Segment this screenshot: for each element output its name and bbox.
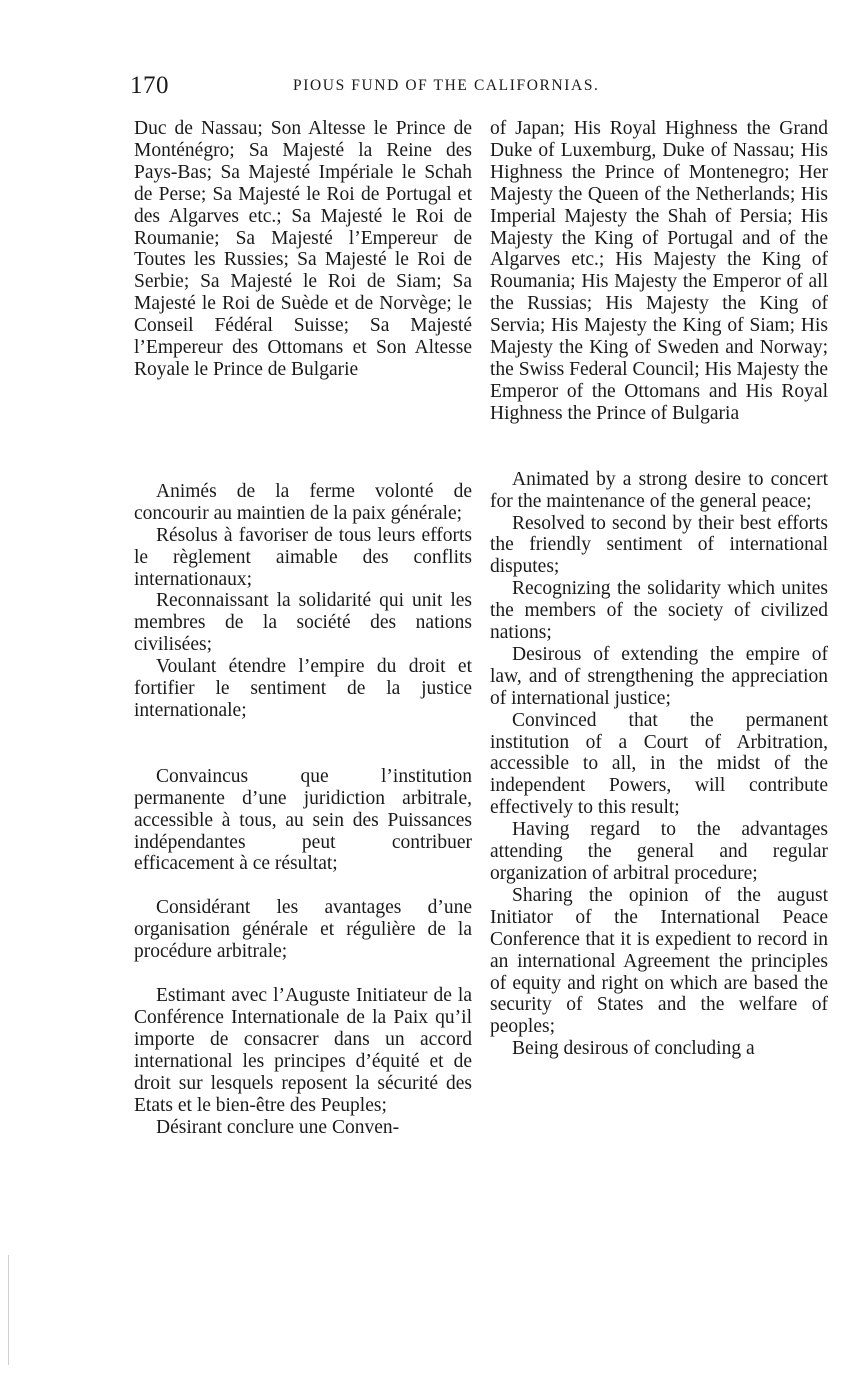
english-paragraph: Sharing the opinion of the august Initiator of the International Peace Conference that it is expedient to record in an international Agreement the principles of equity and right on which are based the security of States and the welfare of peoples; — [490, 884, 828, 1038]
page-header — [130, 72, 850, 104]
french-paragraph: Animés de la ferme volonté de concourir au maintien de la paix générale; — [134, 480, 472, 524]
english-paragraph: Having regard to the advantages attending the general and regular organization of arbitral procedure; — [490, 819, 828, 884]
english-paragraph: Animated by a strong desire to concert for the maintenance of the general peace; — [490, 468, 828, 512]
running-title: PIOUS FUND OF THE CALIFORNIAS. — [293, 77, 600, 94]
page-number: 170 — [130, 72, 169, 99]
french-column — [134, 118, 472, 1138]
french-paragraph: Considérant les avantages d’une organisation générale et régulière de la procédure arbitrale; — [134, 897, 472, 963]
english-paragraph: Desirous of extending the empire of law, and of strengthening the appreciation of international justice; — [490, 643, 828, 709]
french-paragraph: Duc de Nassau; Son Altesse le Prince de Monténégro; Sa Majesté la Reine des Pays-Bas; Sa Majesté Impériale le Schah de Perse; Sa Majesté le Roi de Portugal et des Algarves etc.; Sa Majesté le Roi de Roumanie; Sa Majesté l’Empereur de Toutes les Russies; Sa Majesté le Roi de Serbie; Sa Majesté le Roi de Siam; Sa Majesté le Roi de Suède et de Norvège; le Conseil Fédéral Suisse; Sa Majesté l’Empereur des Ottomans et Son Altesse Royale le Prince de Bulgarie — [134, 118, 472, 380]
french-paragraph: Voulant étendre l’empire du droit et fortifier le sentiment de la justice internationale; — [134, 656, 472, 721]
french-paragraph: Résolus à favoriser de tous leurs efforts le règlement aimable des conflits internationaux; — [134, 524, 472, 590]
english-paragraph: Resolved to second by their best efforts the friendly sentiment of international disputes; — [490, 512, 828, 578]
french-paragraph: Convaincus que l’institution permanente d’une juridiction arbitrale, accessible à tous, au sein des Puissances indépendantes peut contribuer efficacement à ce résultat; — [134, 765, 472, 875]
english-paragraph: Recognizing the solidarity which unites the members of the society of civilized nations; — [490, 578, 828, 644]
french-paragraph: Estimant avec l’Auguste Initiateur de la Conférence Internationale de la Paix qu’il importe de consacrer dans un accord international les principes d’équité et de droit sur lesquels reposent la sécurité des Etats et le bien-être des Peuples; — [134, 985, 472, 1116]
english-column — [490, 118, 828, 1060]
french-paragraph: Reconnaissant la solidarité qui unit les membres de la société des nations civilisées; — [134, 590, 472, 656]
english-paragraph: Being desirous of concluding a — [512, 1038, 755, 1060]
french-paragraph: Désirant conclure une Conven- — [156, 1116, 400, 1138]
english-paragraph: Convinced that the permanent institution of a Court of Arbitration, accessible to all, in the midst of the independent Powers, will contribute effectively to this result; — [490, 709, 828, 819]
scan-edge-line — [8, 1255, 9, 1365]
english-paragraph: of Japan; His Royal Highness the Grand Duke of Luxemburg, Duke of Nassau; His Highness the Prince of Montenegro; Her Majesty the Queen of the Netherlands; His Imperial Majesty the Shah of Persia; His Majesty the King of Portugal and of the Algarves etc.; His Majesty the King of Roumania; His Majesty the Emperor of all the Russias; His Majesty the King of Servia; His Majesty the King of Siam; His Majesty the King of Sweden and Norway; the Swiss Federal Council; His Majesty the Emperor of the Ottomans and His Royal Highness the Prince of Bulgaria — [490, 118, 828, 424]
